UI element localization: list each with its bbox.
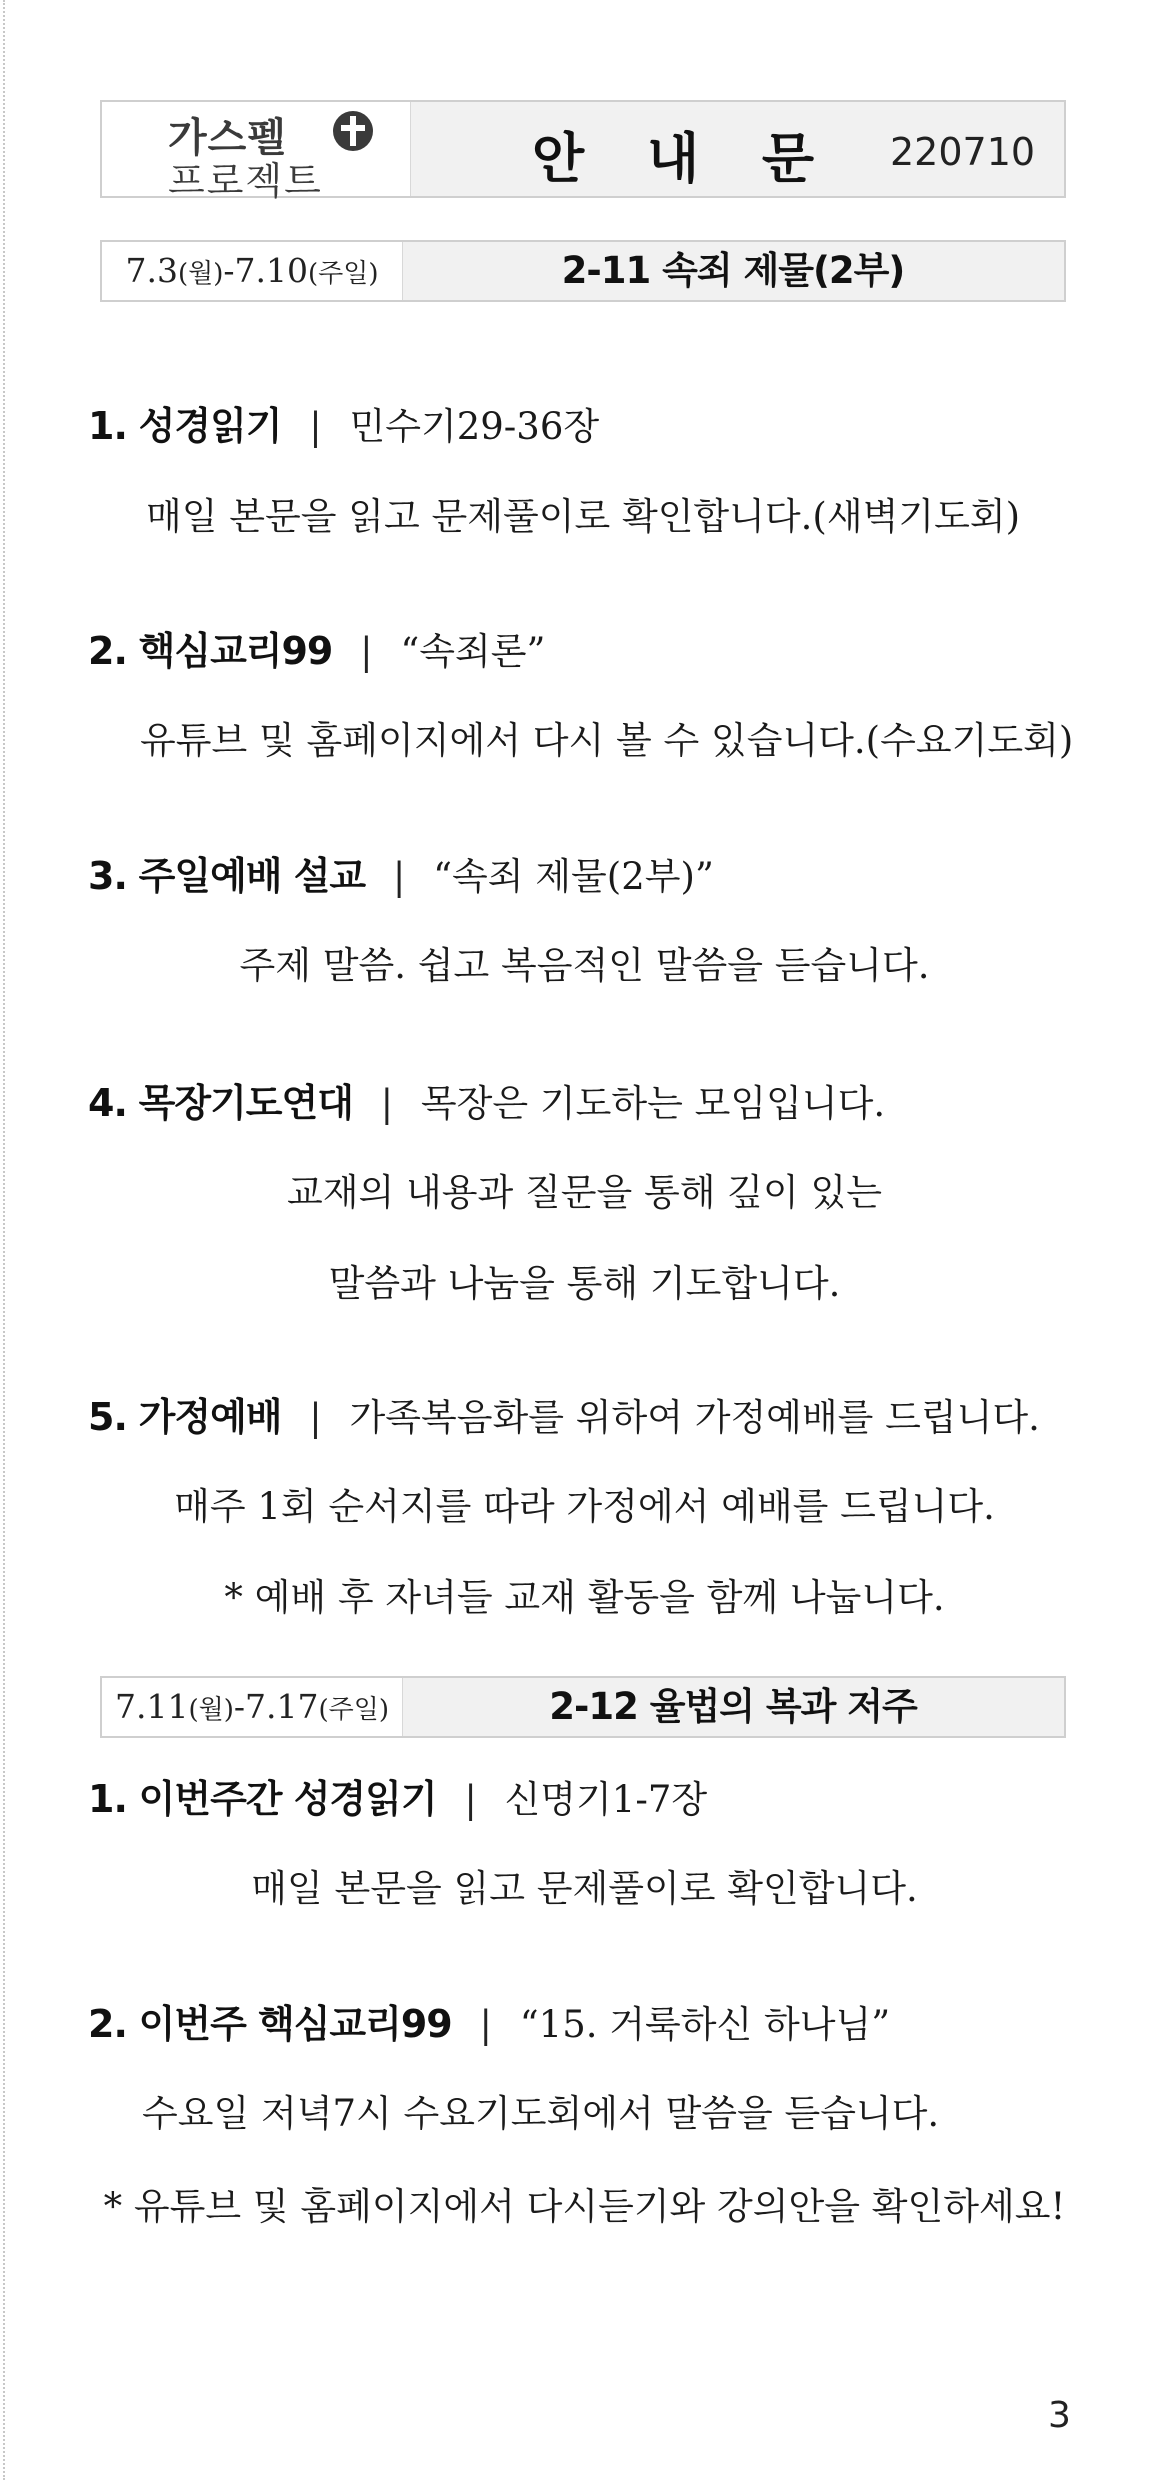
item-label: 이번주 핵심교리99 (138, 2002, 452, 2046)
item-description: 말씀과 나눔을 통해 기도합니다. (328, 1262, 841, 1305)
item-description: 수요일 저녁7시 수요기도회에서 말씀을 듣습니다. (142, 2092, 940, 2135)
date-start-day: (월) (188, 1695, 234, 1725)
item-number: 2. (88, 629, 127, 673)
item-description: 매일 본문을 읽고 문제풀이로 확인합니다. (251, 1867, 918, 1910)
item-value: “속죄론” (400, 630, 546, 673)
date-start: 7.11 (114, 1687, 189, 1726)
item-number: 5. (88, 1395, 127, 1439)
week-title: 2-12 율법의 복과 저주 (549, 1685, 917, 1728)
item-value: 가족복음화를 위하여 가정예배를 드립니다. (349, 1396, 1040, 1439)
item-description: 매주 1회 순서지를 따라 가정에서 예배를 드립니다. (174, 1485, 995, 1528)
item-heading (88, 1072, 885, 1127)
separator: | (360, 630, 373, 673)
separator: | (309, 405, 322, 448)
item-label: 핵심교리99 (138, 629, 333, 673)
item-number: 4. (88, 1081, 127, 1125)
item-label: 목장기도연대 (138, 1081, 353, 1125)
item-description: 교재의 내용과 질문을 통해 깊이 있는 (287, 1171, 882, 1214)
item-heading (88, 395, 599, 450)
item-number: 1. (88, 1777, 127, 1821)
item-number: 3. (88, 854, 127, 898)
date-dash: - (223, 251, 235, 290)
logo-top-text: 가스펠 (168, 115, 287, 161)
page-edge-dotted-line (3, 0, 5, 2480)
date-end: 7.10 (234, 251, 308, 290)
item-heading (88, 1993, 890, 2048)
page-title: 안 내 문 (532, 127, 837, 190)
header-box (100, 100, 1066, 203)
separator: | (392, 855, 406, 898)
separator: | (479, 2003, 492, 2046)
item-label: 가정예배 (138, 1395, 282, 1439)
item-heading (88, 1768, 707, 1823)
separator: | (309, 1396, 322, 1439)
item-value: 민수기29-36장 (349, 405, 600, 448)
week-date-range (102, 1678, 403, 1736)
week-bar-1 (100, 240, 1066, 302)
logo (102, 102, 411, 203)
item-value: 신명기1-7장 (504, 1778, 708, 1821)
item-heading (88, 1386, 1040, 1441)
item-value: “15. 거룩하신 하나님” (519, 2003, 891, 2046)
cross-in-circle-icon (332, 110, 374, 152)
item-label: 주일예배 설교 (138, 854, 366, 898)
item-label: 성경읽기 (138, 404, 282, 448)
item-description: 유튜브 및 홈페이지에서 다시 볼 수 있습니다.(수요기도회) (140, 719, 1074, 762)
separator: | (380, 1082, 394, 1125)
item-note: * 예배 후 자녀들 교재 활동을 함께 나눕니다. (224, 1576, 945, 1619)
logo-bottom-text: 프로젝트 (168, 159, 323, 203)
separator: | (464, 1778, 477, 1821)
item-number: 2. (88, 2002, 127, 2046)
document-code: 220710 (890, 130, 1036, 174)
item-number: 1. (88, 404, 127, 448)
date-start-day: (월) (177, 259, 224, 289)
week-title: 2-11 속죄 제물(2부) (561, 249, 905, 292)
date-end-day: (주일) (318, 1695, 390, 1725)
date-dash: - (233, 1687, 246, 1726)
item-description: 주제 말씀. 쉽고 복음적인 말씀을 듣습니다. (239, 944, 930, 987)
date-start: 7.3 (125, 251, 178, 290)
item-heading (88, 620, 545, 675)
week-bar-2 (100, 1676, 1066, 1738)
item-label: 이번주간 성경읽기 (138, 1777, 437, 1821)
item-heading (88, 845, 714, 900)
item-value: 목장은 기도하는 모임입니다. (420, 1082, 886, 1125)
date-end: 7.17 (245, 1687, 319, 1726)
week-date-range (102, 242, 403, 300)
page-number: 3 (1048, 2395, 1071, 2436)
item-description: 매일 본문을 읽고 문제풀이로 확인합니다.(새벽기도회) (146, 495, 1020, 538)
item-value: “속죄 제물(2부)” (433, 855, 714, 898)
date-end-day: (주일) (308, 259, 379, 289)
footnote: * 유튜브 및 홈페이지에서 다시듣기와 강의안을 확인하세요! (103, 2185, 1066, 2228)
